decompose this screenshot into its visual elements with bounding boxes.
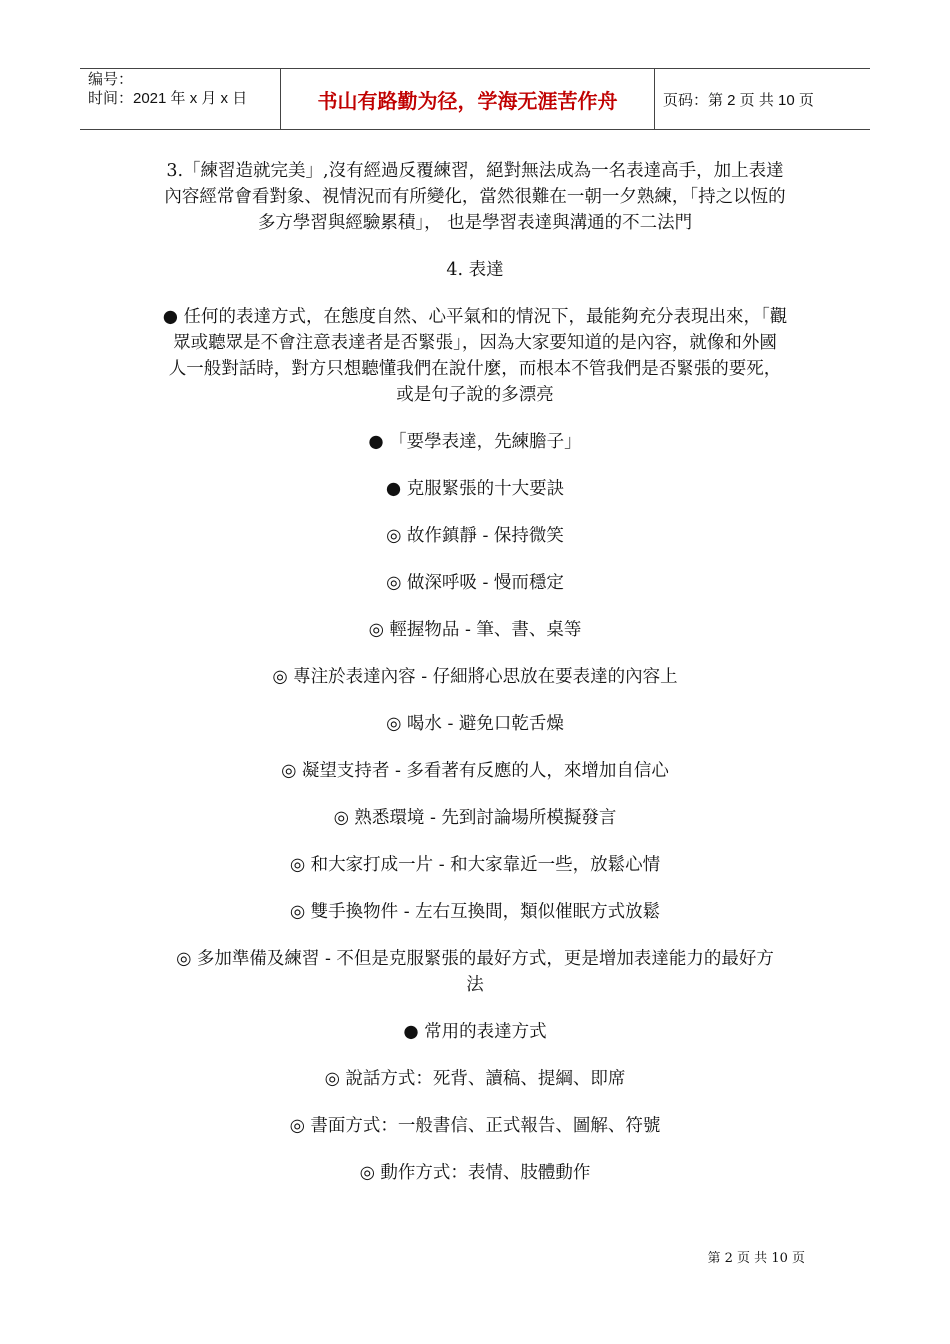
paragraph-expression-intro: ● 任何的表達方式，在態度自然、心平氣和的情況下，最能夠充分表現出來，「觀 眾或聽眾是不會注意表達者是否緊張」，因為大家要知道的是內容，就像和外國 人一般對話時，對方只想聽懂我們在說什麼，而根本不管我們是否緊張的要死， 或是句子說的多漂亮: [162, 307, 788, 405]
tip-item: ◎ 多加準備及練習 - 不但是克服緊張的最好方式，更是增加表達能力的最好方 法: [176, 949, 774, 995]
tip-item: ◎ 輕握物品 - 筆、書、桌等: [368, 620, 582, 640]
tip-item: ◎ 雙手換物件 - 左右互換間，類似催眠方式放鬆: [289, 902, 661, 922]
tip-item: ◎ 熟悉環境 - 先到討論場所模擬發言: [333, 808, 617, 828]
tip-item: ◎ 凝望支持者 - 多看著有反應的人，來增加自信心: [281, 761, 669, 781]
method-item: ◎ 書面方式：一般書信、正式報告、圖解、符號: [289, 1116, 661, 1136]
tip-item: ◎ 和大家打成一片 - 和大家靠近一些，放鬆心情: [289, 855, 661, 875]
tip-item: ◎ 故作鎮靜 - 保持微笑: [386, 526, 564, 546]
tip-item: ◎ 做深呼吸 - 慢而穩定: [386, 573, 564, 593]
page-header: [80, 68, 870, 130]
document-number-label: 编号：: [88, 71, 134, 88]
document-date-label: 时间：2021 年 x 月 x 日: [88, 90, 248, 107]
section-heading-expression: 4. 表達: [446, 260, 504, 280]
bullet-courage: ● 「要學表達，先練膽子」: [368, 432, 582, 452]
document-body: [130, 150, 820, 1186]
tip-item: ◎ 專注於表達內容 - 仔細將心思放在要表達的內容上: [272, 667, 678, 687]
bullet-common-methods-heading: ● 常用的表達方式: [403, 1022, 547, 1042]
method-item: ◎ 動作方式：表情、肢體動作: [359, 1163, 591, 1183]
paragraph-practice: 3.「練習造就完美」,沒有經過反覆練習，絕對無法成為一名表達高手，加上表達 內容經常會看對象、視情況而有所變化，當然很難在一朝一夕熟練，「持之以恆的 多方學習與經驗累積」， 也是學習表達與溝通的不二法門: [164, 161, 786, 233]
method-item: ◎ 說話方式：死背、讀稿、提綱、即席: [324, 1069, 626, 1089]
page-footer: 第 2 页 共 10 页: [707, 1251, 805, 1266]
tip-item: ◎ 喝水 - 避免口乾舌燥: [386, 714, 564, 734]
header-meta: [80, 69, 281, 129]
header-page-number: 页码：第 2 页 共 10 页: [663, 91, 814, 109]
header-motto: 书山有路勤为径，学海无涯苦作舟: [281, 69, 655, 129]
bullet-ten-tips-heading: ● 克服緊張的十大要訣: [385, 479, 565, 499]
